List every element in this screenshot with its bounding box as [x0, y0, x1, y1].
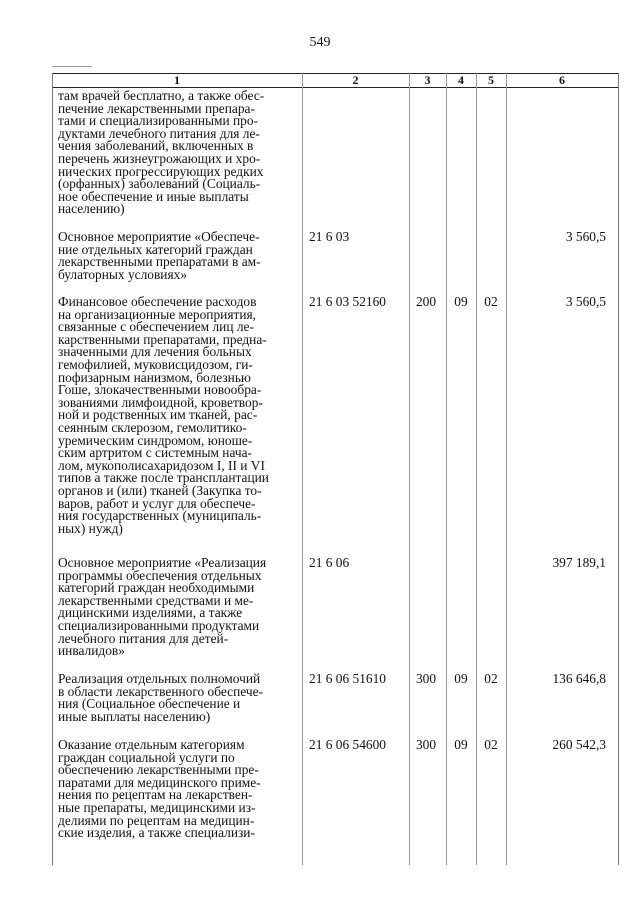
row-vr: 200: [415, 294, 437, 309]
header-col-1: 1: [174, 73, 180, 87]
row-name: Оказание отдельным категориям граждан социальной услуги по обеспечению лекарственными пре- паратами для медицинского приме- нения по рецептам на лекарствен- ные препараты, медицинскими из- делиями по рецептам на медицин- ские изделия, а также специализи-: [58, 737, 261, 841]
header-col-4: 4: [458, 73, 464, 87]
row-amount: 136 646,8: [552, 671, 606, 686]
row-amount: 397 189,1: [552, 555, 606, 570]
row-rz: 09: [454, 671, 468, 686]
row-amount: 260 542,3: [552, 737, 606, 752]
table-border-left: [52, 73, 53, 865]
row-code: 21 6 03: [309, 229, 350, 244]
row-name: там врачей бесплатно, а также обес- печение лекарственными препара- тами и специализированными про- дуктами лечебного питания для ле- чения заболеваний, включенных в перечень жизнеугрожающих и хро- нических прогрессирующих редких (орфанных) заболеваний (Социаль- ное обеспечение и иные выплаты населению): [58, 88, 265, 217]
row-code: 21 6 06: [309, 555, 350, 570]
row-pr: 02: [484, 737, 498, 752]
header-col-6: 6: [559, 73, 565, 87]
header-col-3: 3: [424, 73, 431, 87]
row-code: 21 6 06 51610: [309, 671, 386, 686]
top-rule: [52, 66, 92, 67]
row-amount: 3 560,5: [565, 294, 606, 309]
row-vr: 300: [415, 671, 437, 686]
row-rz: 09: [454, 737, 468, 752]
page-number: 549: [309, 35, 331, 50]
row-name: Реализация отдельных полномочий в области лекарственного обеспече- ния (Социальное обеспечение и иные выплаты населению): [58, 671, 264, 724]
row-amount: 3 560,5: [565, 229, 606, 244]
row-name: Финансовое обеспечение расходов на организационные мероприятия, связанные с обеспечением лиц ле- карственными препаратами, предна- значенными для лечения больных гемофилией, муковисцидозом, ги- пофизарным нанизмом, болезнью Гоше, злокачественными новообра- зованиями лимфоидной, кроветвор- ной и родственных им тканей, рас- сеянным склерозом, гемолитико- уремическим синдромом, юноше- ским артритом с системным нача- лом, мукополисахаридозом I, II и VI типов а также после трансплантации органов и (или) тканей (Закупка то- варов, работ и услуг для обеспече- ния государственных (муниципаль- ных) нужд): [58, 294, 269, 536]
table-header: [52, 73, 618, 88]
table-border-right: [618, 73, 619, 865]
row-pr: 02: [484, 294, 498, 309]
row-name: Основное мероприятие «Обеспече- ние отдельных категорий граждан лекарственными препаратами в ам- булаторных условиях»: [58, 229, 261, 282]
column-divider: [302, 73, 303, 865]
row-name: Основное мероприятие «Реализация программы обеспечения отдельных категорий граждан необходимыми лекарственными средствами и ме- дицинскими изделиями, а также специализированными продуктами лечебного питания для детей- инвалидов»: [58, 555, 267, 659]
header-col-5: 5: [488, 73, 494, 87]
row-code: 21 6 03 52160: [309, 294, 386, 309]
row-code: 21 6 06 54600: [309, 737, 386, 752]
row-rz: 09: [454, 294, 468, 309]
row-vr: 300: [415, 737, 437, 752]
row-pr: 02: [484, 671, 498, 686]
header-col-2: 2: [352, 73, 359, 87]
